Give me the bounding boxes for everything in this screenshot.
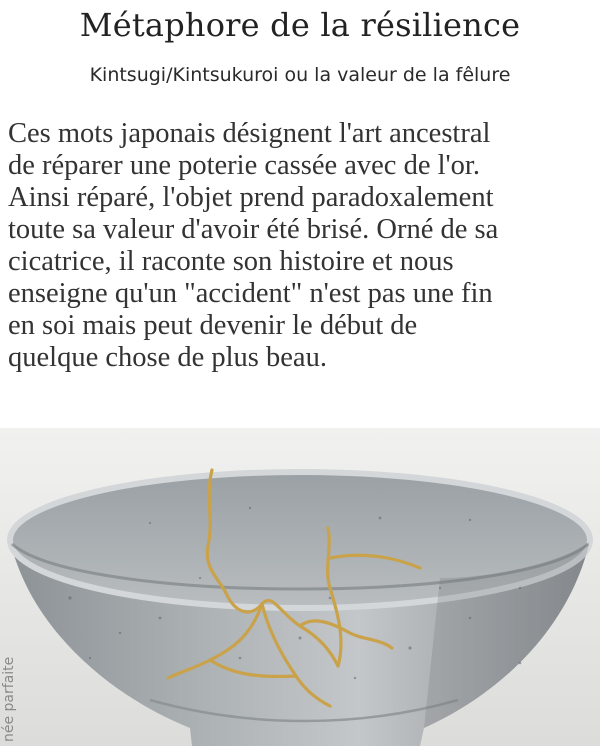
body-paragraph: Ces mots japonais désignent l'art ancestral de réparer une poterie cassée avec de l'or. Ainsi réparé, l'objet prend paradoxalement toute sa valeur d'avoir été brisé. Orné de sa cicatrice, il raconte son histoire et nous enseigne qu'un "accident" n'est pas une fin en soi mais peut devenir le début de quelque chose de plus beau.: [8, 118, 499, 373]
kintsugi-bowl-illustration: [0, 428, 600, 746]
kintsugi-bowl-photo: [0, 428, 600, 746]
page-subtitle: Kintsugi/Kintsukuroi ou la valeur de la fêlure: [89, 64, 511, 86]
watermark-text: née parfaite: [1, 656, 17, 742]
page-title: Métaphore de la résilience: [79, 6, 521, 44]
